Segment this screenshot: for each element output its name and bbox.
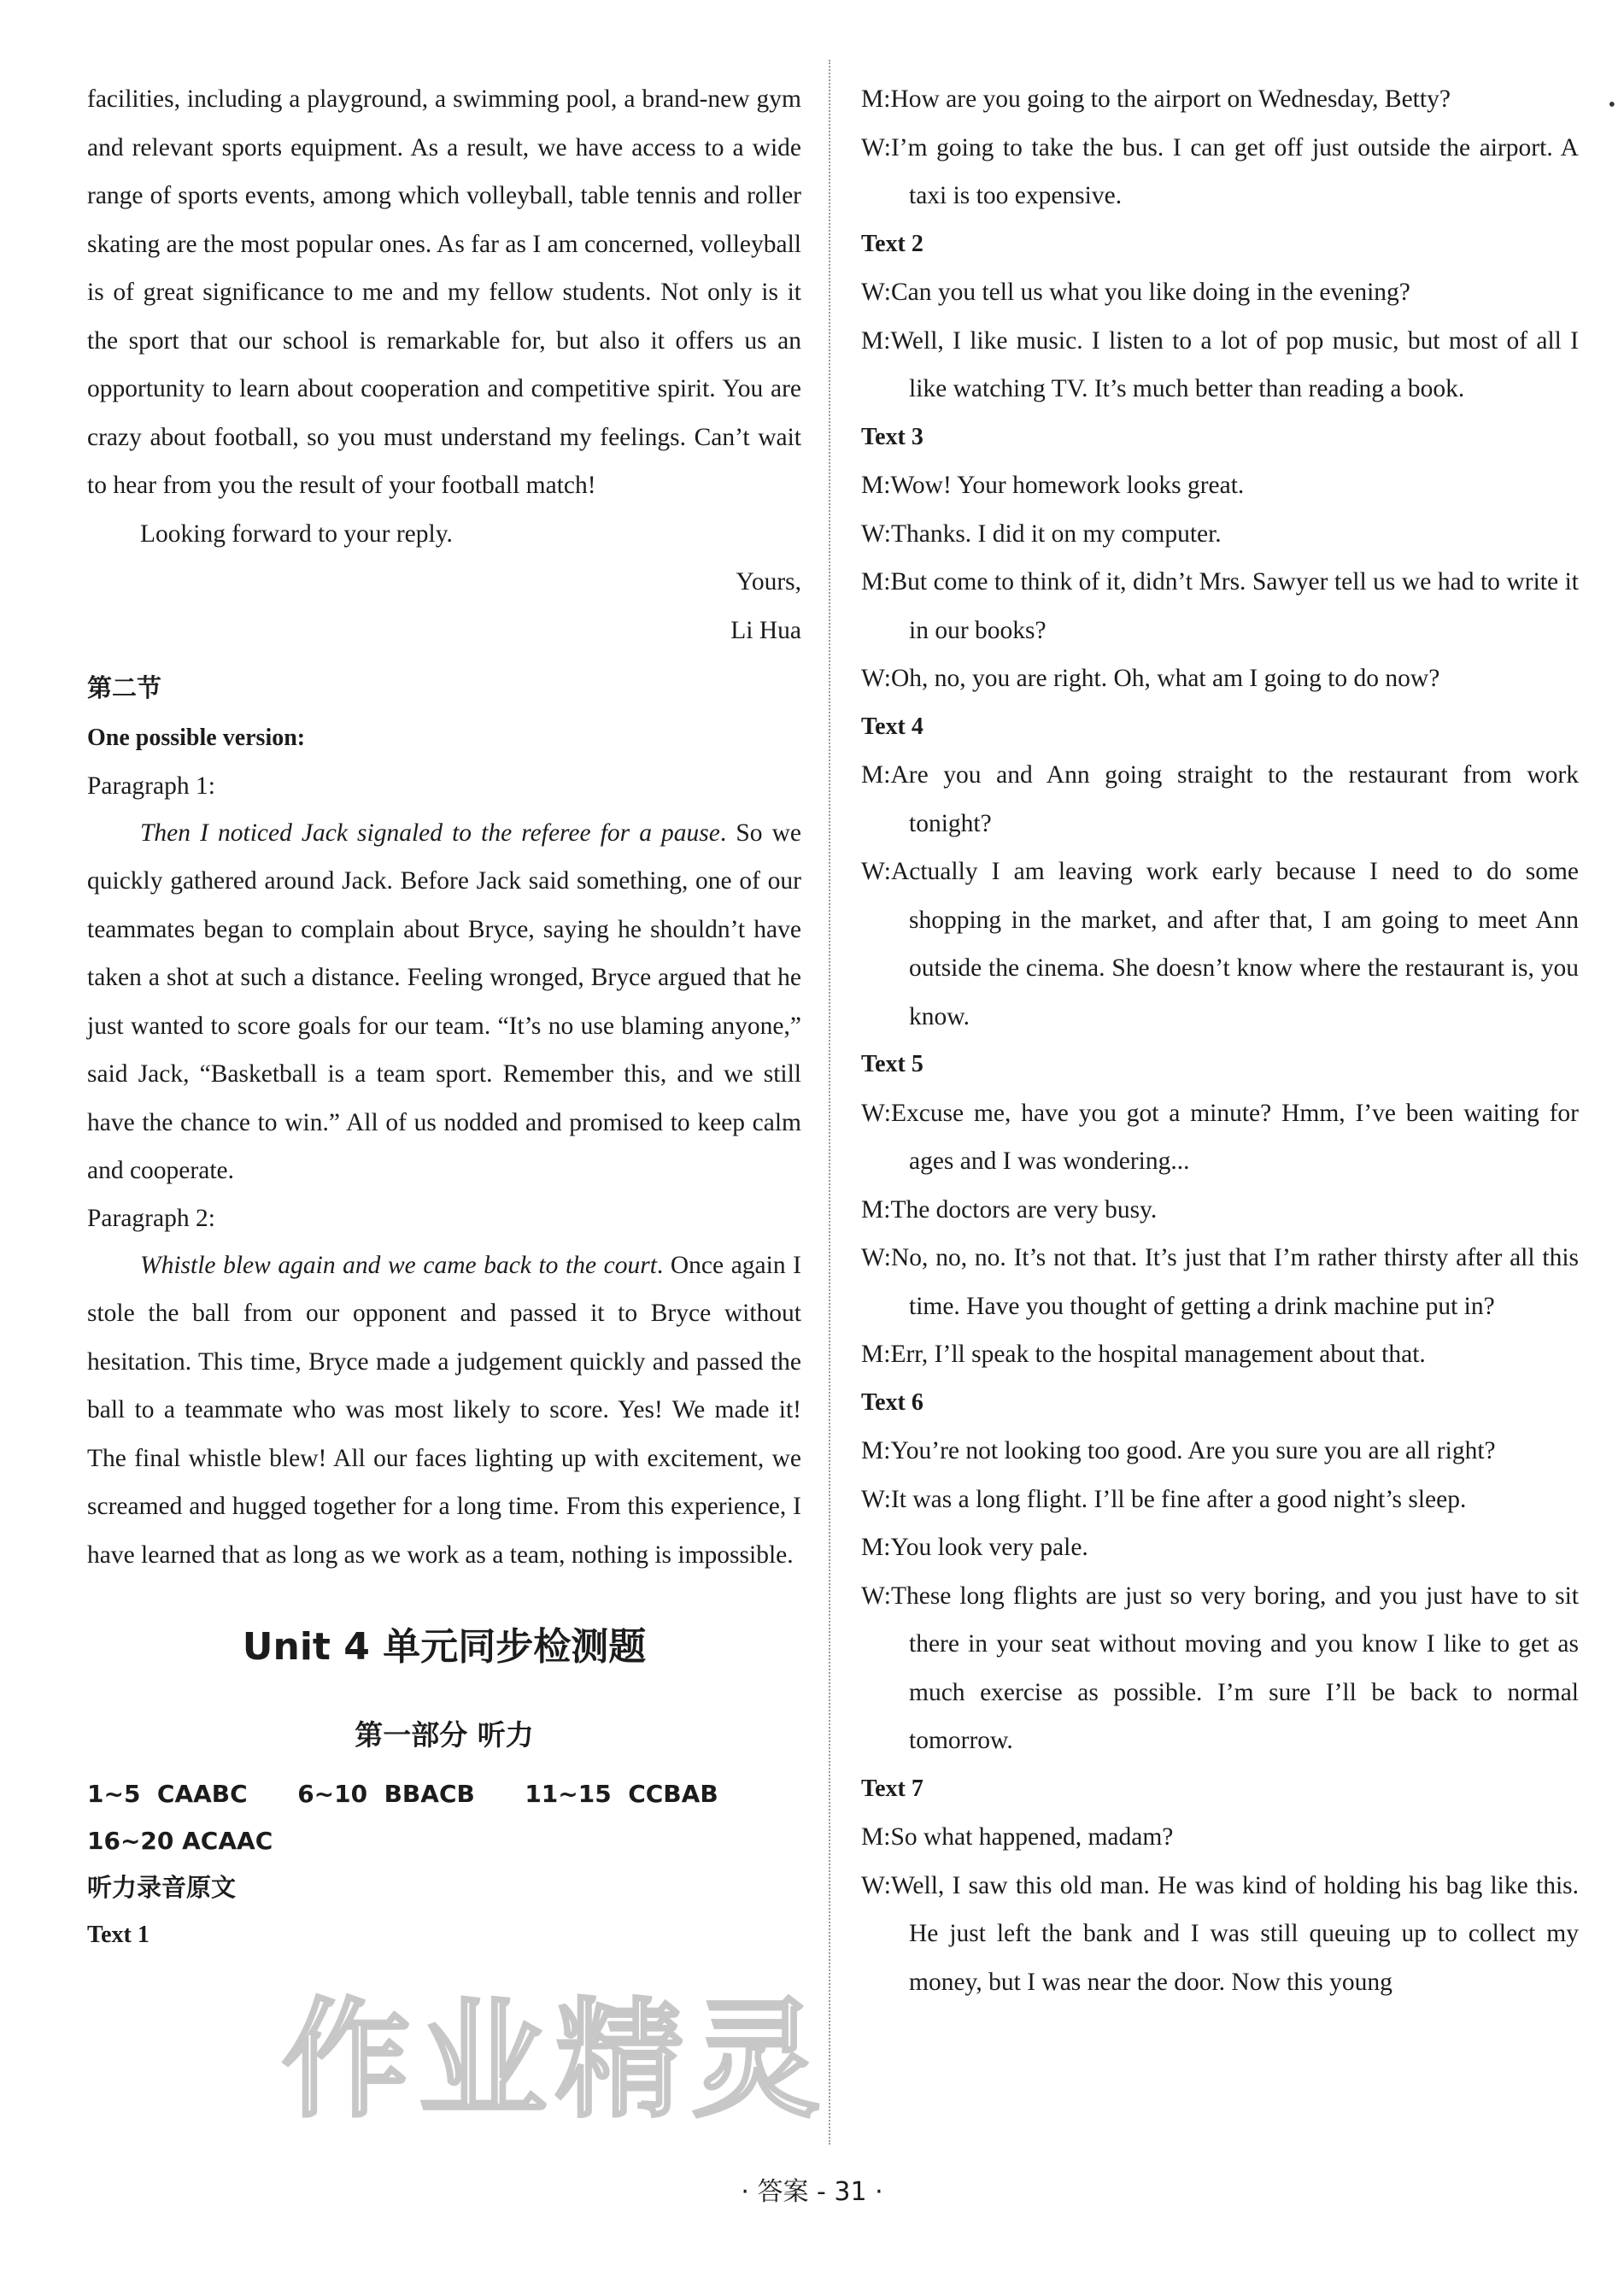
dialog-line xyxy=(861,510,1579,559)
dialog-text: You’re not looking too good. Are you sure you are all right? xyxy=(890,1437,1496,1464)
dialog-text: The doctors are very busy. xyxy=(890,1195,1158,1224)
text1-label: Text 1 xyxy=(87,1922,150,1948)
dialog-line xyxy=(861,75,1579,124)
dialog-line xyxy=(861,1813,1579,1862)
speaker-label: W: xyxy=(861,665,891,692)
speaker-label: W: xyxy=(861,1099,891,1127)
speaker-label: M: xyxy=(861,1823,891,1851)
speaker-label: W: xyxy=(861,279,891,306)
dialog-line xyxy=(861,1572,1579,1765)
dialog-text: Well, I saw this old man. He was kind of holding his bag like this. He just left the bank and I was still queuing up to collect my money, but I was near the door. Now this young xyxy=(890,1871,1579,1996)
speaker-label: M: xyxy=(861,1534,891,1561)
unit-title: Unit 4 单元同步检测题 xyxy=(242,1625,647,1669)
dialog-line xyxy=(861,1427,1579,1476)
version-label: One possible version: xyxy=(87,725,306,751)
dialog-text: Actually I am leaving work early because I need to do some shopping in the market, and after that, I am going to meet Ann outside the cinema. She doesn’t know where the restaurant is, you know. xyxy=(890,858,1579,1030)
transcript-text-label: Text 3 xyxy=(861,423,923,450)
transcript-text-label: Text 2 xyxy=(861,230,923,257)
speaker-label: W: xyxy=(861,519,891,548)
speaker-label: M: xyxy=(861,1195,891,1224)
speaker-label: W: xyxy=(861,1871,891,1899)
paragraph1-label: Paragraph 1: xyxy=(87,772,215,800)
speaker-label: M: xyxy=(861,472,891,499)
dialog-line xyxy=(861,1186,1579,1235)
dialog-line xyxy=(861,317,1579,414)
paragraph2-rest: . Once again I stole the ball from our opponent and passed it to Bryce without hesitation. This time, Bryce made a judgement quickly and passed the ball to a teammate who was most likely to score. Yes! We made it! The final whistle blew! All our faces lighting up with excitement, we screamed and hugged together for a long time. From this experience, I have learned that as long as we work as a team, nothing is impossible. xyxy=(87,1251,801,1569)
paragraph2-start: Whistle blew again and we came back to the court xyxy=(140,1251,657,1279)
dialog-text: I’m going to take the bus. I can get off just outside the airport. A taxi is too expensive. xyxy=(890,133,1579,209)
dialog-line xyxy=(861,124,1579,220)
sign-off: Yours, xyxy=(736,568,801,596)
dialog-line xyxy=(861,1330,1579,1379)
left-column xyxy=(87,75,801,1960)
speaker-label: W: xyxy=(861,1485,891,1513)
dialog-text: No, no, no. It’s not that. It’s just that I’m rather thirsty after all this time. Have you thought of getting a drink machine put in? xyxy=(890,1244,1579,1320)
paragraph2-label: Paragraph 2: xyxy=(87,1204,215,1232)
dialog-line xyxy=(861,1476,1579,1524)
dialog-text: Oh, no, you are right. Oh, what am I going to do now? xyxy=(890,665,1440,692)
dialog-line xyxy=(861,558,1579,654)
speaker-label: W: xyxy=(861,1582,891,1610)
dialog-text: You look very pale. xyxy=(890,1534,1088,1561)
speaker-label: W: xyxy=(861,133,891,161)
dialog-text: Can you tell us what you like doing in the evening? xyxy=(890,279,1410,306)
watermark-logo: 作业精灵 xyxy=(282,1987,830,2135)
speaker-label: M: xyxy=(861,761,891,789)
dialog-line xyxy=(861,1862,1579,2007)
paragraph1-start: Then I noticed Jack signaled to the referee for a pause xyxy=(140,819,720,847)
dialog-text: So what happened, madam? xyxy=(890,1823,1174,1851)
dialog-text: Excuse me, have you got a minute? Hmm, I’ve been waiting for ages and I was wondering... xyxy=(890,1099,1579,1175)
essay-paragraph: facilities, including a playground, a swimming pool, a brand-new gym and relevant sports equipment. As a result, we have access to a wide range of sports events, among which volleyball, table tennis and roller skating are the most popular ones. As far as I am concerned, volleyball is of great significance to me and my fellow students. Not only is it the sport that our school is remarkable for, but also it offers us an opportunity to learn about cooperation and competitive spirit. You are crazy about football, so you must understand my feelings. Can’t wait to hear from you the result of your football match! xyxy=(87,85,801,499)
signature: Li Hua xyxy=(730,616,801,644)
essay-closing: Looking forward to your reply. xyxy=(140,519,453,548)
dialog-text: Wow! Your homework looks great. xyxy=(890,472,1245,499)
dialog-text: Err, I’ll speak to the hospital management about that. xyxy=(890,1341,1426,1368)
section2-heading: 第二节 xyxy=(87,673,162,702)
transcript-label: 听力录音原文 xyxy=(87,1873,237,1902)
transcript-text-label: Text 4 xyxy=(861,713,923,740)
transcript-text-label: Text 5 xyxy=(861,1051,923,1077)
speaker-label: W: xyxy=(861,858,891,885)
speaker-label: M: xyxy=(861,326,891,355)
dialog-line xyxy=(861,751,1579,848)
speaker-label: M: xyxy=(861,1341,891,1368)
transcript-text-label: Text 6 xyxy=(861,1388,923,1416)
speaker-label: M: xyxy=(861,1437,891,1464)
answers-row-2: 16~20 ACAAC xyxy=(87,1827,273,1855)
dialog-text: But come to think of it, didn’t Mrs. Sawyer tell us we had to write it in our books? xyxy=(890,568,1579,644)
page-number: · 答案 - 31 · xyxy=(741,2177,883,2207)
part-title: 第一部分 听力 xyxy=(355,1718,534,1752)
answers-row-1: 1~5 CAABC 6~10 BBACB 11~15 CCBAB xyxy=(87,1780,718,1808)
dialog-line xyxy=(861,1234,1579,1330)
paragraph2 xyxy=(87,1241,801,1580)
transcript-text-label: Text 7 xyxy=(861,1775,923,1802)
dialog-text: Thanks. I did it on my computer. xyxy=(890,519,1222,548)
paragraph1-rest: . So we quickly gathered around Jack. Before Jack said something, one of our teammates began to complain about Bryce, saying he shouldn’t have taken a shot at such a distance. Feeling wronged, Bryce argued that he just wanted to score goals for our team. “It’s no use blaming anyone,” said Jack, “Basketball is a team sport. Remember this, and we still have the chance to win.” All of us nodded and promised to keep calm and cooperate. xyxy=(87,819,801,1184)
dialog-line xyxy=(861,461,1579,510)
dialog-text: It was a long flight. I’ll be fine after a good night’s sleep. xyxy=(890,1485,1467,1513)
dialog-line xyxy=(861,654,1579,703)
dialog-text: How are you going to the airport on Wednesday, Betty? xyxy=(890,85,1451,113)
right-column xyxy=(861,75,1579,2006)
dialog-line xyxy=(861,268,1579,317)
dialog-text: These long flights are just so very boring, and you just have to sit there in your seat without moving and you know I like to get as much exercise as possible. I’m sure I’ll be back to normal tomorrow. xyxy=(890,1582,1579,1754)
dialog-line xyxy=(861,1089,1579,1186)
paragraph1 xyxy=(87,809,801,1195)
dialog-line xyxy=(861,1523,1579,1572)
column-divider xyxy=(829,60,830,2145)
dialog-text: Are you and Ann going straight to the restaurant from work tonight? xyxy=(890,761,1579,837)
dialog-text: Well, I like music. I listen to a lot of pop music, but most of all I like watching TV. It’s much better than reading a book. xyxy=(890,326,1579,402)
edge-dot: • xyxy=(1608,94,1615,116)
dialog-line xyxy=(861,848,1579,1041)
speaker-label: M: xyxy=(861,85,891,113)
speaker-label: W: xyxy=(861,1244,891,1271)
speaker-label: M: xyxy=(861,568,891,596)
